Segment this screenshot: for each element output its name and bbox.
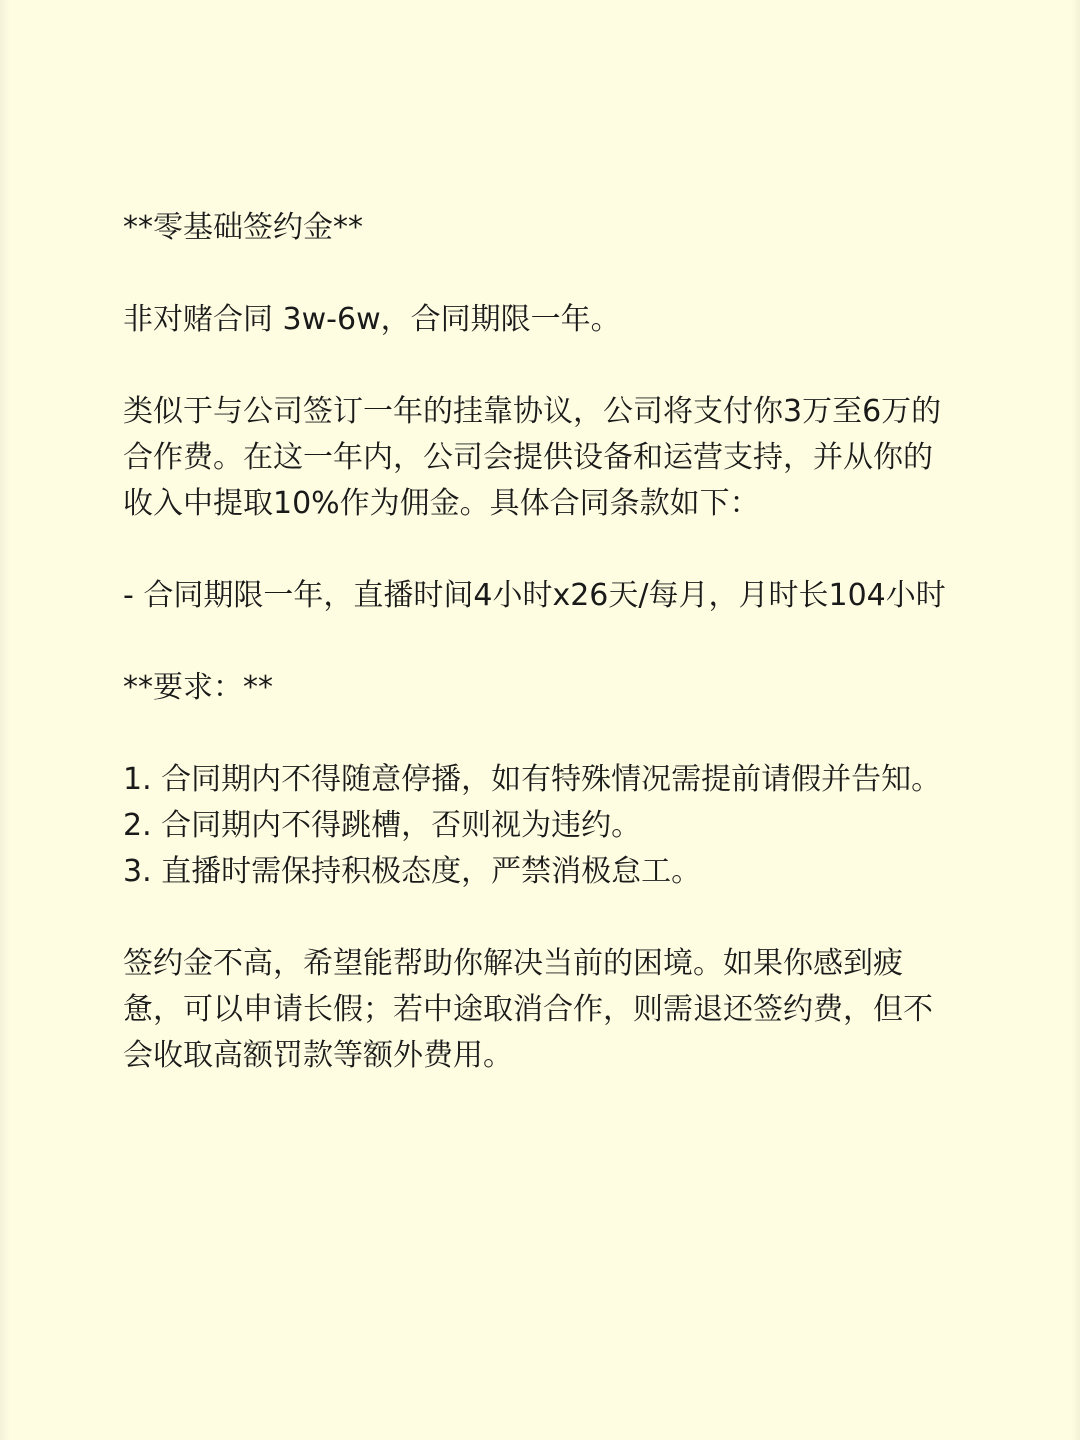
document-body (123, 205, 1033, 1079)
closing-line: 签约金不高，希望能帮助你解决当前的困境。如果你感到疲 (123, 946, 903, 981)
contract-line: 非对赌合同 3w-6w，合同期限一年。 (123, 302, 621, 337)
closing-paragraph (123, 941, 1033, 1079)
terms-line: - 合同期限一年，直播时间4小时x26天/每月，月时长104小时 (123, 578, 946, 613)
requirement-item: 1. 合同期内不得随意停播，如有特殊情况需提前请假并告知。 (123, 762, 942, 797)
description-line: 合作费。在这一年内，公司会提供设备和运营支持，并从你的 (123, 440, 933, 475)
page-edge-left (0, 0, 10, 1440)
description-line: 类似于与公司签订一年的挂靠协议，公司将支付你3万至6万的 (123, 394, 942, 429)
requirement-item: 2. 合同期内不得跳槽，否则视为违约。 (123, 808, 642, 843)
closing-line: 惫，可以申请长假；若中途取消合作，则需退还签约费，但不 (123, 992, 933, 1027)
document-heading: **零基础签约金** (123, 210, 363, 245)
page-edge-right (1072, 0, 1080, 1440)
requirement-item: 3. 直播时需保持积极态度，严禁消极怠工。 (123, 854, 702, 889)
description-line: 收入中提取10%作为佣金。具体合同条款如下： (123, 486, 760, 521)
description-paragraph (123, 389, 1033, 527)
requirements-list (123, 757, 1033, 895)
closing-line: 会收取高额罚款等额外费用。 (123, 1038, 513, 1073)
requirements-heading: **要求：** (123, 670, 273, 705)
